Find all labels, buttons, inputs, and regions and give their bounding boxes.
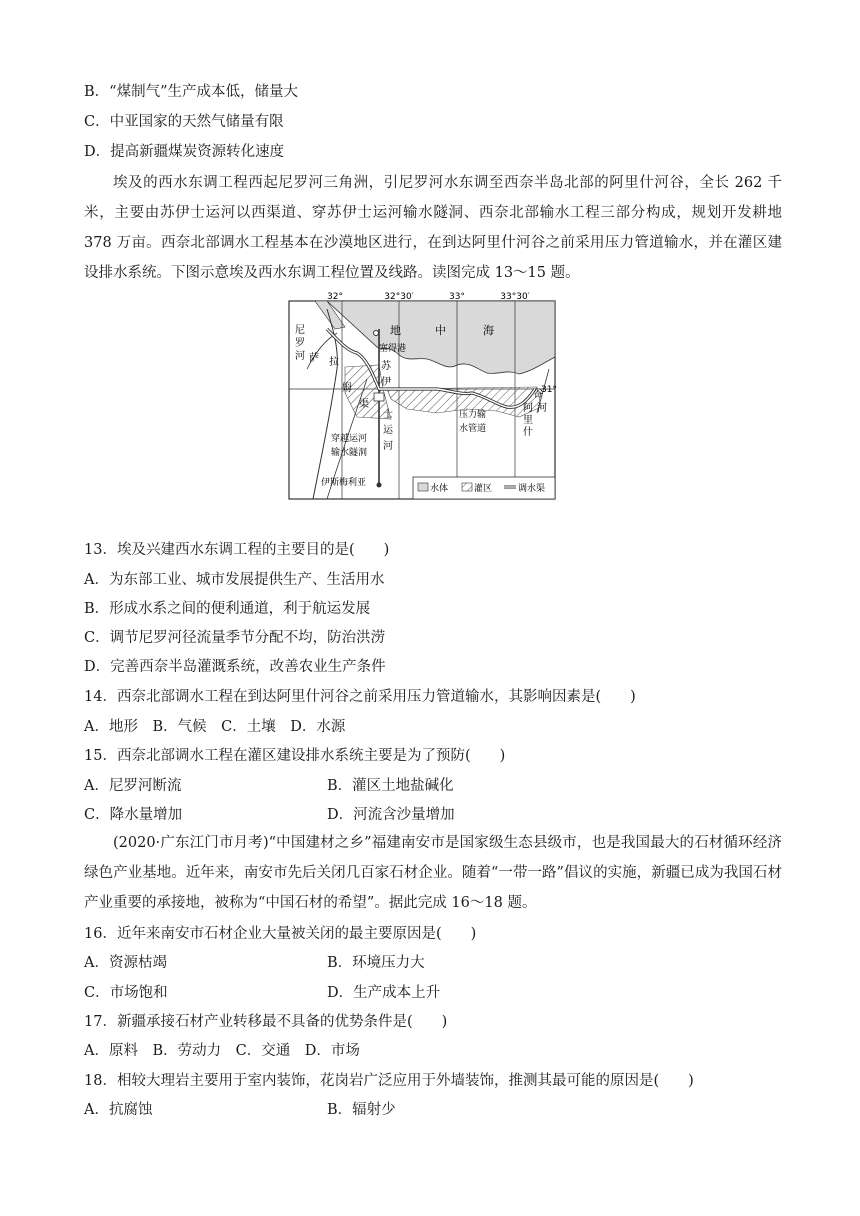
legend-water-label: 水体 xyxy=(430,484,449,494)
mu-label: 姆 xyxy=(342,383,352,394)
suez-label-2: 伊 xyxy=(381,377,391,388)
sea-label-1: 地 xyxy=(390,324,401,337)
legend-irrigation-label: 灌区 xyxy=(474,484,493,494)
nile-label-1: 尼 xyxy=(295,325,305,336)
legend-water-swatch xyxy=(418,483,428,491)
q16-option-c: C．市场饱和 xyxy=(84,985,168,1001)
q13-option-c: C．调节尼罗河径流量季节分配不均，防治洪涝 xyxy=(84,630,386,646)
lon-label-3: 33° xyxy=(449,292,465,302)
map-svg xyxy=(287,289,558,501)
nile-label-3: 河 xyxy=(295,351,305,362)
tunnel-label-1: 穿越运河 xyxy=(331,434,368,444)
port-said-label: 塞得港 xyxy=(379,344,407,354)
q14-options: A．地形 B．气候 C．土壤 D．水源 xyxy=(84,719,346,735)
lon-label-4: 33°30′ xyxy=(500,292,530,302)
q15-option-d: D．河流含沙量增加 xyxy=(327,807,455,823)
la-label: 拉 xyxy=(329,357,339,368)
suez-label-5: 河 xyxy=(383,441,393,452)
q13-option-a: A．为东部工业、城市发展提供生产、生活用水 xyxy=(84,572,385,588)
q15-option-a: A．尼罗河断流 xyxy=(84,778,182,794)
passage-16-18: (2020·广东江门市月考)“中国建材之乡”福建南安市是国家级生态县级市，也是我国最大的石材循环经济绿色产业基地。近年来，南安市先后关闭几百家石材企业。随着“一带一路”倡议的实施，新疆已成为我国石材产业重要的承接地，被称为“中国石材的希望”。据此完成 16～18 题。 xyxy=(84,835,782,911)
q15-option-c: C．降水量增加 xyxy=(84,807,183,823)
ismailia-point xyxy=(377,483,382,488)
port-said-point xyxy=(374,331,379,336)
legend-canal-label: 调水渠 xyxy=(518,484,546,494)
legend-irrigation-swatch xyxy=(462,483,472,491)
arish-label-3: 什 xyxy=(523,427,533,438)
q14-stem: 14．西奈北部调水工程在到达阿里什河谷之前采用压力管道输水，其影响因素是( ) xyxy=(84,689,636,705)
suez-label-1: 苏 xyxy=(381,361,391,372)
q13-option-d: D．完善西奈半岛灌溉系统，改善农业生产条件 xyxy=(84,659,386,675)
q16-option-a: A．资源枯竭 xyxy=(84,955,167,971)
option-b: B．“煤制气”生产成本低，储量大 xyxy=(84,84,298,100)
option-d: D．提高新疆煤炭资源转化速度 xyxy=(84,144,285,160)
lon-label-1: 32° xyxy=(327,292,343,302)
q18-stem: 18．相较大理岩主要用于室内装饰，花岗岩广泛应用于外墙装饰，推测其最可能的原因是( ) xyxy=(84,1073,694,1089)
ismailia-label: 伊斯梅利亚 xyxy=(321,478,367,488)
option-c: C．中亚国家的天然气储量有限 xyxy=(84,114,284,130)
qu-label: 渠 xyxy=(359,399,369,410)
map-figure xyxy=(287,289,558,501)
tunnel-label-2: 输水隧洞 xyxy=(331,448,368,458)
pipe-label-1: 压力输 xyxy=(459,410,487,420)
q17-options: A．原料 B．劳动力 C．交通 D．市场 xyxy=(84,1043,360,1059)
sa-label: 萨 xyxy=(309,353,319,364)
pipe-label-2: 水管道 xyxy=(459,424,487,434)
tunnel-box xyxy=(374,393,384,401)
q16-option-b: B．环境压力大 xyxy=(327,955,425,971)
q15-stem: 15．西奈北部调水工程在灌区建设排水系统主要是为了预防( ) xyxy=(84,748,506,764)
q13-option-b: B．形成水系之间的便利通道，利于航运发展 xyxy=(84,601,371,617)
sea-label-3: 海 xyxy=(483,324,494,337)
q18-option-a: A．抗腐蚀 xyxy=(84,1102,153,1118)
valley-label-2: 河 xyxy=(537,403,547,414)
suez-label-4: 运 xyxy=(383,425,393,436)
lat-label: 31° xyxy=(541,385,557,395)
arish-label-2: 里 xyxy=(523,415,533,426)
lon-label-2: 32°30′ xyxy=(384,292,414,302)
q17-stem: 17．新疆承接石材产业转移最不具备的优势条件是( ) xyxy=(84,1014,448,1030)
sea-label-2: 中 xyxy=(435,324,446,337)
q16-option-d: D．生产成本上升 xyxy=(327,985,441,1001)
q18-option-b: B．辐射少 xyxy=(327,1102,396,1118)
q15-option-b: B．灌区土地盐碱化 xyxy=(327,778,454,794)
q16-stem: 16．近年来南安市石材企业大量被关闭的最主要原因是( ) xyxy=(84,926,477,942)
nile-label-2: 罗 xyxy=(295,338,305,349)
suez-label-3: 士 xyxy=(383,409,393,420)
valley-label-1: 谷 xyxy=(533,389,543,400)
passage-13-15: 埃及的西水东调工程西起尼罗河三角洲，引尼罗河水东调至西奈半岛北部的阿里什河谷，全长 262 千米，主要由苏伊士运河以西渠道、穿苏伊士运河输水隧洞、西奈北部输水工程三部分构成，规划开发耕地 378 万亩。西奈北部调水工程基本在沙漠地区进行，在到达阿里什河谷之前采用压力管道输水，并在灌区建设排水系统。下图示意埃及西水东调工程位置及线路。读图完成 13～15 题。 xyxy=(84,175,782,281)
q13-stem: 13．埃及兴建西水东调工程的主要目的是( ) xyxy=(84,542,390,558)
arish-label-1: 阿 xyxy=(523,403,533,414)
